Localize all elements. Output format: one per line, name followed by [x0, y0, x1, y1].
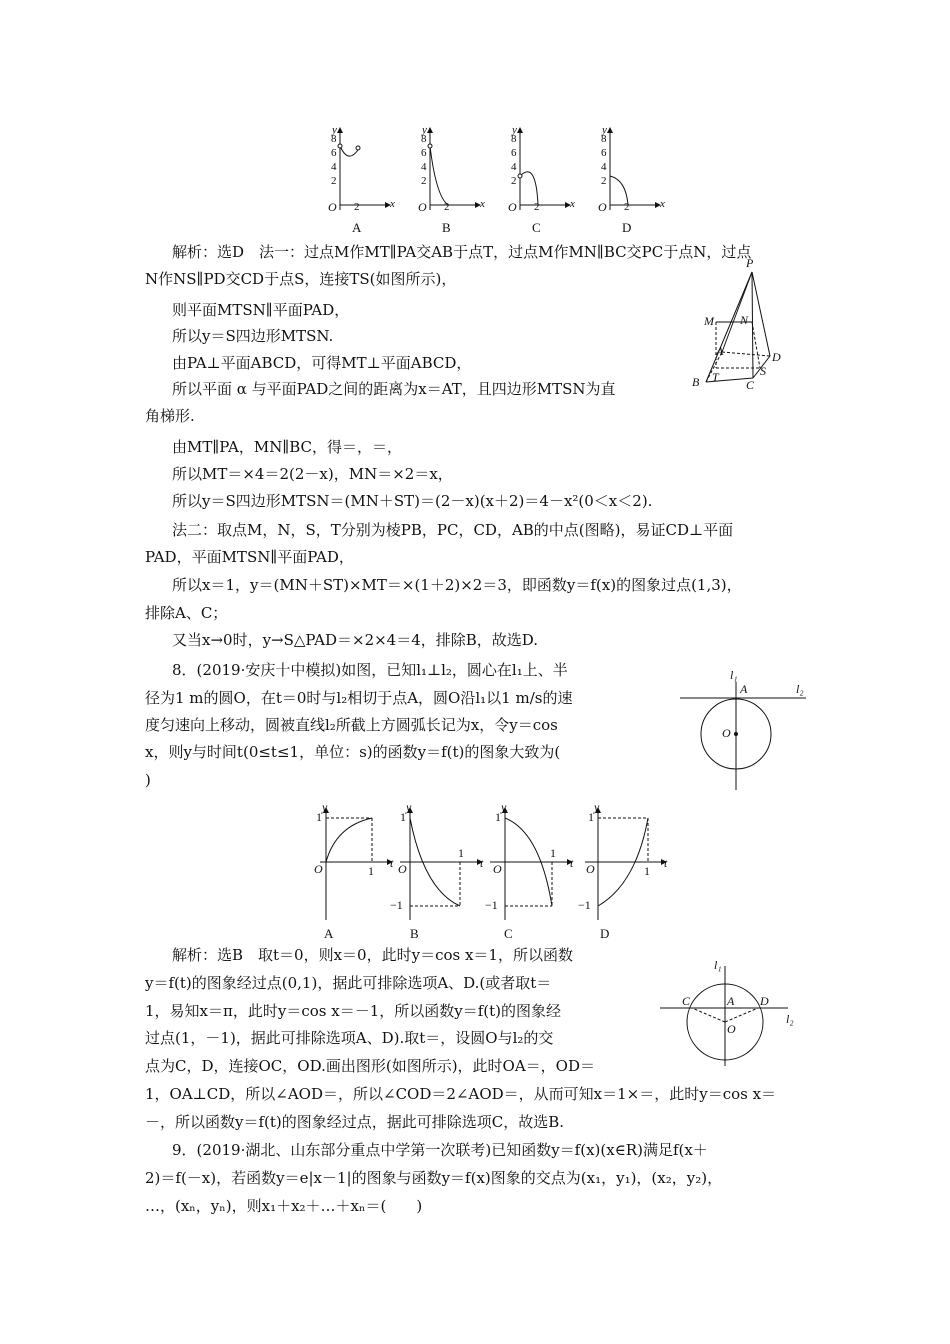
- text-line: x，则y与时间t(0≤t≤1，单位：s)的函数y＝f(t)的图象大致为(: [145, 743, 561, 761]
- text-line: 所以y＝S四边形MTSN.: [172, 327, 334, 345]
- text-line: 所以MT＝×4＝2(2－x)，MN＝×2＝x，: [172, 465, 453, 483]
- axis-y-label: y: [501, 800, 507, 814]
- text-line: …，(xₙ，yₙ)，则x₁＋x₂＋…＋xₙ＝( ): [145, 1197, 423, 1215]
- text-line: 排除A、C；: [145, 604, 228, 622]
- line-l2-label: l₂: [786, 1012, 794, 1026]
- text-line: 过点(1，－1)，据此可排除选项A、D).取t＝，设圆O与l₂的交: [145, 1029, 554, 1047]
- pyramid-vertex-P: P: [746, 256, 754, 270]
- option-label: D: [600, 926, 610, 941]
- text-line: 由PA⊥平面ABCD，可得MT⊥平面ABCD，: [172, 354, 472, 372]
- one-label: 1: [495, 810, 501, 824]
- axis-y-label: y: [594, 800, 600, 814]
- point-a-label: A: [727, 994, 735, 1008]
- origin-label: O: [398, 862, 407, 876]
- text-line: 9．(2019·湖北、山东部分重点中学第一次联考)已知函数y＝f(x)(x∈R)满足f(x＋: [172, 1141, 708, 1159]
- y-tick-label: 8: [511, 133, 517, 145]
- text-line: 又当x→0时，y→S△PAD＝×2×4＝4，排除B，故选D.: [172, 631, 539, 649]
- line-l1-label: l₁: [730, 668, 738, 682]
- line-l2-label: l₂: [796, 682, 804, 696]
- axis-x-label: t: [570, 856, 574, 870]
- y-tick-label: 2: [511, 175, 517, 187]
- text-line: 径为1 m的圆O，在t＝0时与l₂相切于点A，圆O沿l₁以1 m/s的速: [145, 689, 573, 707]
- neg-one-label: −1: [485, 898, 498, 912]
- y-tick-label: 2: [601, 175, 607, 187]
- text-line: －，所以函数y＝f(t)的图象经过点，据此可排除选项C，故选B.: [145, 1113, 565, 1131]
- origin-label: O: [598, 200, 607, 214]
- option-label: B: [410, 926, 419, 941]
- axis-y-label: y: [406, 800, 412, 814]
- axis-y-label: y: [322, 800, 328, 814]
- origin-label: O: [586, 862, 595, 876]
- x-tick-label: 2: [624, 201, 630, 213]
- origin-label: O: [314, 862, 323, 876]
- text-line: 度匀速向上移动，圆被直线l₂所截上方圆弧长记为x，令y＝cos: [145, 716, 558, 734]
- text-line: 8．(2019·安庆十中模拟)如图，已知l₁⊥l₂，圆心在l₁上、半: [172, 661, 568, 679]
- text-line: 2)＝f(－x)，若函数y＝e|x－1|的图象与函数y＝f(x)图象的交点为(x₁，y₁)，(x₂，y₂)，: [145, 1169, 723, 1187]
- axis-x-label: t: [664, 856, 668, 870]
- y-tick-label: 8: [601, 133, 607, 145]
- point-d-label: D: [760, 994, 769, 1008]
- text-line: 法二：取点M，N，S，T分别为棱PB，PC，CD，AB的中点(图略)，易证CD⊥平面: [172, 521, 734, 539]
- center-o-label: O: [727, 1022, 736, 1036]
- y-tick-label: 8: [421, 133, 427, 145]
- origin-label: O: [328, 200, 337, 214]
- y-tick-label: 2: [331, 175, 337, 187]
- x-tick-label: 2: [444, 201, 450, 213]
- axis-x-label: x: [480, 198, 485, 210]
- y-tick-label: 8: [331, 133, 337, 145]
- text-line: 所以y＝S四边形MTSN＝(MN＋ST)＝(2－x)(x＋2)＝4－x²(0＜x＜2).: [172, 492, 653, 510]
- y-tick-label: 4: [511, 161, 517, 173]
- origin-label: O: [508, 200, 517, 214]
- text-line: ): [145, 771, 151, 789]
- axis-y-label: y: [602, 124, 607, 136]
- text-line: 则平面MTSN∥平面PAD，: [172, 301, 350, 319]
- axis-x-label: t: [480, 856, 484, 870]
- text-line: y＝f(t)的图象经过点(0,1)，据此可排除选项A、D.(或者取t＝: [145, 974, 552, 992]
- axis-x-label: x: [660, 198, 665, 210]
- option-label: D: [622, 220, 632, 235]
- text-line: 所以平面 α 与平面PAD之间的距离为x＝AT，且四边形MTSN为直: [172, 380, 616, 398]
- neg-one-label: −1: [578, 898, 591, 912]
- text-line: N作NS∥PD交CD于点S，连接TS(如图所示)，: [145, 270, 457, 288]
- y-tick-label: 6: [511, 147, 517, 159]
- one-label: 1: [588, 810, 594, 824]
- y-tick-label: 4: [421, 161, 427, 173]
- pyramid-vertex-M: M: [704, 314, 714, 328]
- x-tick-label: 2: [534, 201, 540, 213]
- one-label: 1: [316, 810, 322, 824]
- pyramid-vertex-N: N: [740, 313, 749, 327]
- option-label: A: [352, 220, 362, 235]
- one-label: 1: [550, 846, 556, 860]
- axis-y-label: y: [512, 124, 517, 136]
- point-c-label: C: [682, 994, 691, 1008]
- text-line: 由MT∥PA，MN∥BC，得＝，＝，: [172, 438, 403, 456]
- option-label: A: [324, 926, 334, 941]
- text-line: 所以x＝1，y＝(MN＋ST)×MT＝×(1＋2)×2＝3，即函数y＝f(x)的图象过点(1,3)，: [172, 576, 742, 594]
- y-tick-label: 4: [331, 161, 337, 173]
- text-line: 解析：选B 取t＝0，则x＝0，此时y＝cos x＝1，所以函数: [172, 946, 573, 964]
- text-line: 1，易知x＝π，此时y＝cos x＝－1，所以函数y＝f(t)的图象经: [145, 1002, 561, 1020]
- option-label: C: [532, 220, 541, 235]
- one-label: 1: [368, 864, 374, 878]
- x-tick-label: 2: [354, 201, 360, 213]
- option-label: B: [442, 220, 451, 235]
- option-label: C: [504, 926, 513, 941]
- axis-y-label: y: [422, 124, 427, 136]
- text-line: PAD，平面MTSN∥平面PAD，: [145, 548, 354, 566]
- pyramid-vertex-T: T: [712, 370, 719, 384]
- axis-x-label: x: [390, 198, 395, 210]
- y-tick-label: 6: [331, 147, 337, 159]
- axis-x-label: t: [390, 856, 394, 870]
- center-o-label: O: [722, 726, 731, 740]
- pyramid-vertex-A: A: [716, 344, 724, 358]
- axis-y-label: y: [332, 124, 337, 136]
- one-label: 1: [644, 864, 650, 878]
- neg-one-label: −1: [390, 898, 403, 912]
- axis-x-label: x: [570, 198, 575, 210]
- text-line: 1，OA⊥CD，所以∠AOD＝，所以∠COD＝2∠AOD＝，从而可知x＝1×＝，此时y＝cos x＝: [145, 1085, 777, 1103]
- origin-label: O: [493, 862, 502, 876]
- text-line: 角梯形.: [145, 407, 195, 425]
- y-tick-label: 4: [601, 161, 607, 173]
- pyramid-vertex-B: B: [692, 375, 700, 389]
- line-l1-label: l₁: [714, 958, 722, 972]
- one-label: 1: [400, 810, 406, 824]
- y-tick-label: 6: [421, 147, 427, 159]
- pyramid-vertex-S: S: [760, 364, 766, 378]
- one-label: 1: [458, 846, 464, 860]
- y-tick-label: 2: [421, 175, 427, 187]
- y-tick-label: 6: [601, 147, 607, 159]
- point-a-label: A: [740, 682, 748, 696]
- text-line: 解析：选D 法一：过点M作MT∥PA交AB于点T，过点M作MN∥BC交PC于点N，过点: [172, 243, 752, 261]
- text-line: 点为C，D，连接OC，OD.画出图形(如图所示)，此时OA＝，OD＝: [145, 1057, 595, 1075]
- pyramid-vertex-D: D: [772, 350, 781, 364]
- origin-label: O: [418, 200, 427, 214]
- pyramid-vertex-C: C: [746, 378, 755, 392]
